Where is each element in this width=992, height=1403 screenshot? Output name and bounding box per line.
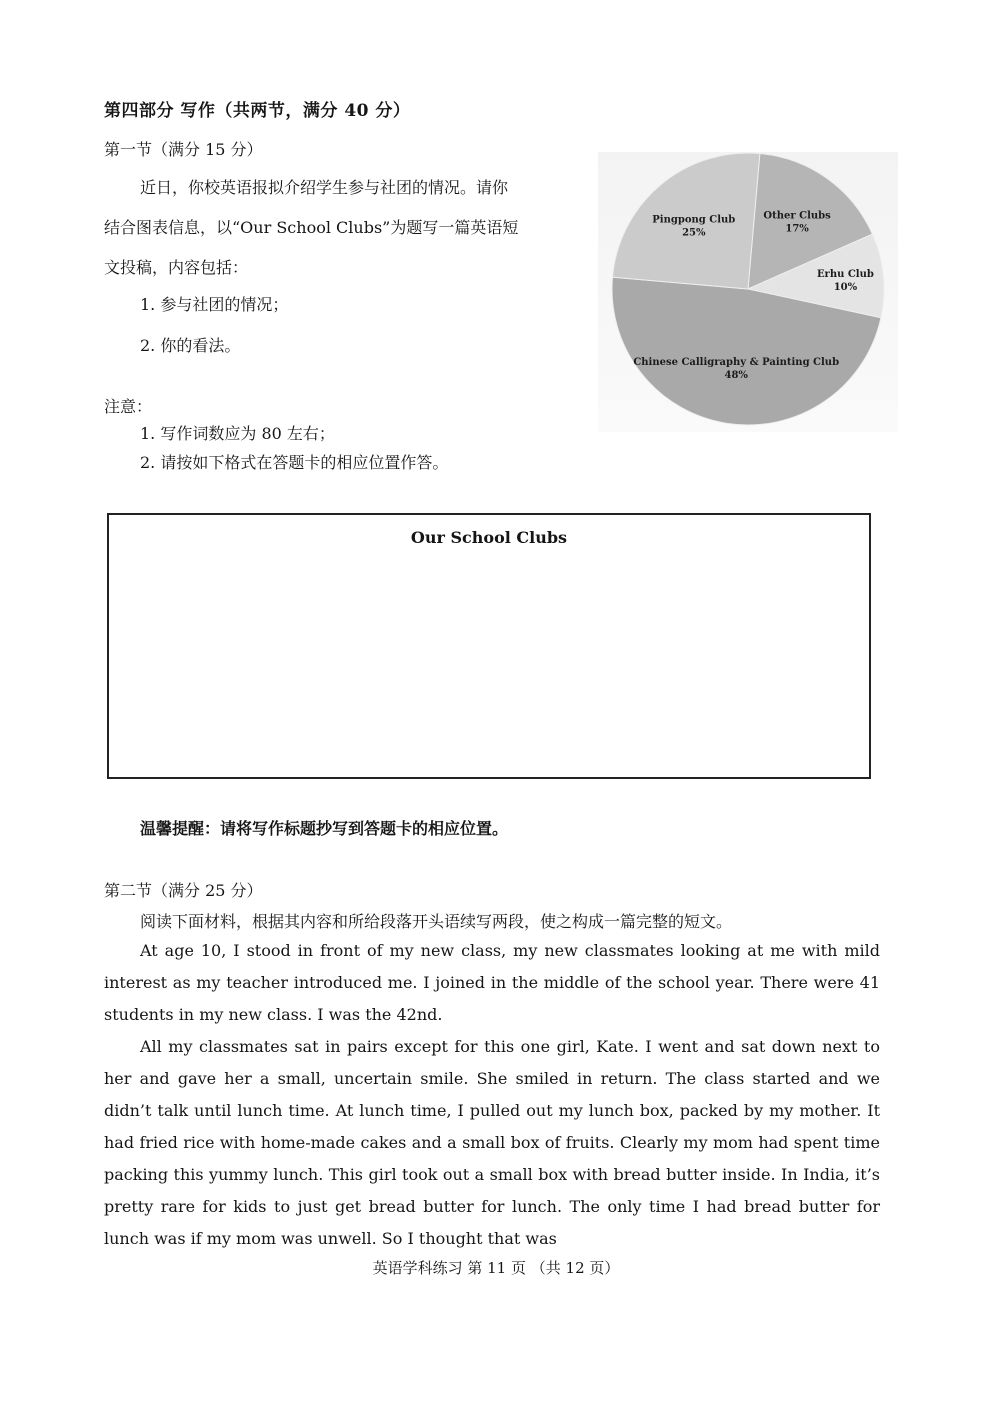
pie-value-label: 17%: [785, 223, 809, 235]
answer-box-title: Our School Clubs: [410, 528, 568, 547]
answer-box: [107, 513, 871, 779]
club-pie-chart: [598, 152, 898, 432]
pie-label: Pingpong Club: [652, 214, 736, 226]
part1-prompt: [104, 168, 574, 288]
reminder: 温馨提醒：请将写作标题抄写到答题卡的相应位置。: [140, 819, 509, 838]
story-paragraph: At age 10, I stood in front of my new class, my new classmates looking at me with mild interest as my teacher introduced me. I joined in the middle of the school year. There were 41 students in my new class. I was the 42nd.: [104, 941, 880, 1024]
pie-label: Other Clubs: [763, 210, 831, 222]
story-text: [104, 935, 880, 1255]
part2-heading: 第二节（满分 25 分）: [104, 881, 263, 900]
pie-svg: [598, 152, 898, 432]
pie-label: Erhu Club: [816, 269, 874, 281]
part2-instruction: 阅读下面材料，根据其内容和所给段落开头语续写两段，使之构成一篇完整的短文。: [140, 912, 733, 931]
pie-value-label: 48%: [724, 369, 748, 381]
note-heading: 注意：: [104, 397, 153, 416]
prompt-line: 近日，你校英语报拟介绍学生参与社团的情况。请你: [140, 178, 509, 197]
prompt-line: 文投稿，内容包括：: [104, 258, 249, 277]
note-item-2: 2. 请按如下格式在答题卡的相应位置作答。: [140, 453, 449, 472]
page-footer: 英语学科练习 第 11 页 （共 12 页）: [372, 1259, 620, 1277]
content-item-2: 2. 你的看法。: [140, 336, 241, 355]
section-heading: 第四部分 写作（共两节，满分 40 分）: [104, 101, 411, 121]
part1-heading: 第一节（满分 15 分）: [104, 140, 263, 159]
pie-label: Chinese Calligraphy & Painting Club: [633, 356, 840, 368]
prompt-line: 结合图表信息，以“Our School Clubs”为题写一篇英语短: [104, 218, 519, 237]
note-item-1: 1. 写作词数应为 80 左右；: [140, 424, 335, 443]
content-item-1: 1. 参与社团的情况；: [140, 295, 289, 314]
pie-value-label: 10%: [833, 282, 858, 294]
pie-value-label: 25%: [682, 227, 706, 239]
story-paragraph: All my classmates sat in pairs except for this one girl, Kate. I went and sat down next to her and gave her a small, uncertain smile. She smiled in return. The class started and we didn’t talk until lunch time. At lunch time, I pulled out my lunch box, packed by my mother. It had fried rice with home-made cakes and a small box of fruits. Clearly my mom had spent time packing this yummy lunch. This girl took out a small box with bread butter inside. In India, it’s pretty rare for kids to just get bread butter for lunch. The only time I had bread butter for lunch was if my mom was unwell. So I thought that was: [104, 1037, 880, 1248]
